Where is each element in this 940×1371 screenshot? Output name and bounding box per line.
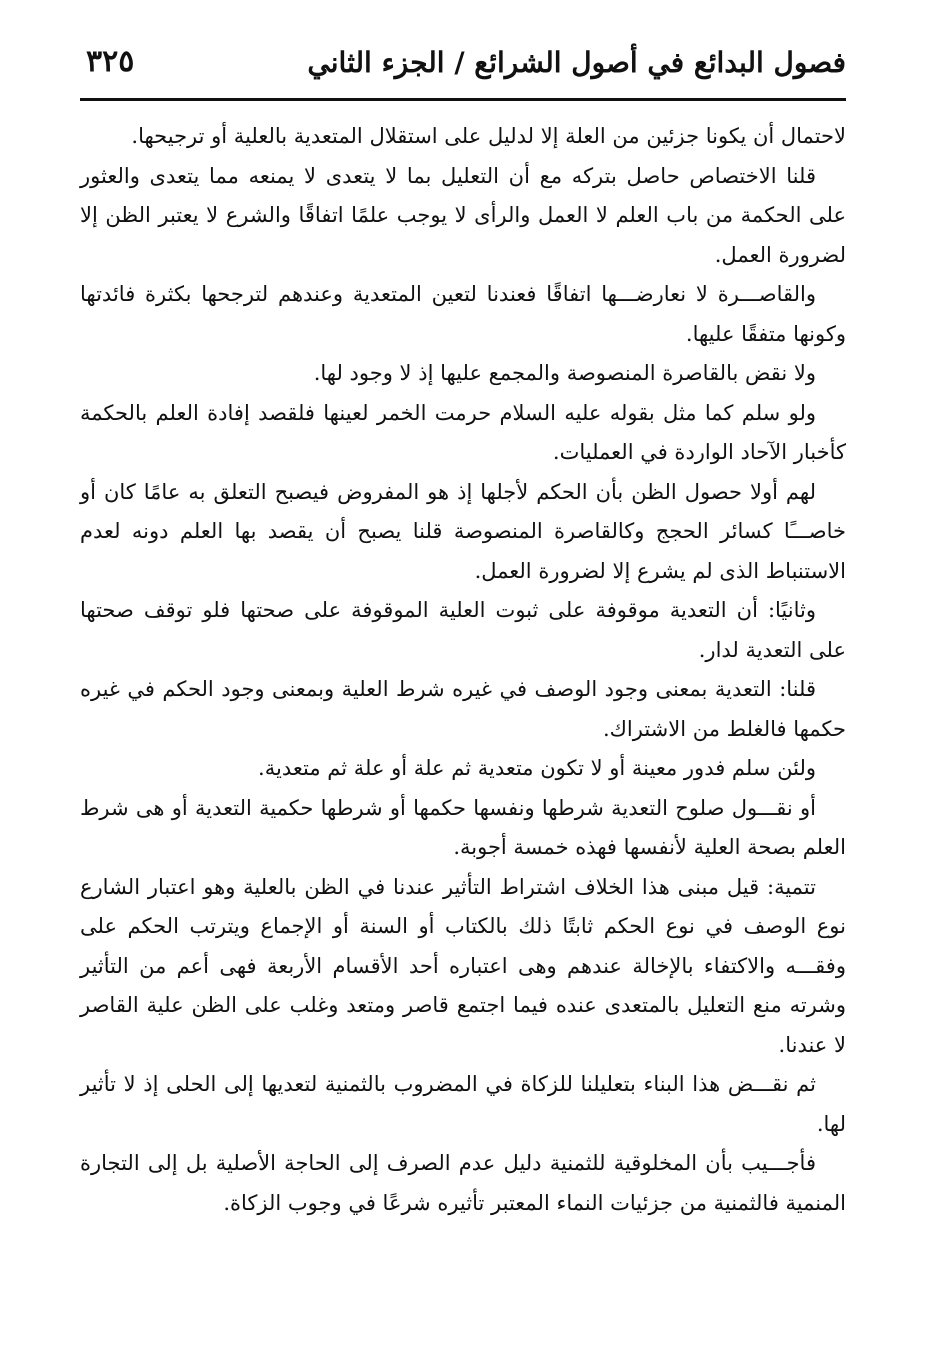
running-title: فصول البدائع في أصول الشرائع / الجزء الثاني [307,46,846,79]
body-text [80,117,846,1223]
header-divider [80,98,846,101]
paragraph: ولو سلم كما مثل بقوله عليه السلام حرمت الخمر لعينها فلقصد إفادة العلم بالحكمة كأخبار الآحاد الواردة في العمليات. [80,400,846,464]
paragraph: لاحتمال أن يكونا جزئين من العلة إلا لدليل على استقلال المتعدية بالعلية أو ترجيحها. [131,124,846,148]
paragraph: أو نقـــول صلوح التعدية شرطها ونفسها حكمها أو شرطها حكمية التعدية أو هى شرط العلم بصحة العلية لأنفسها فهذه خمسة أجوبة. [80,795,846,859]
paragraph: قلنا: التعدية بمعنى وجود الوصف في غيره شرط العلية وبمعنى وجود الحكم في غيره حكمها فالغلط من الاشتراك. [80,677,846,741]
paragraph: لهم أولا حصول الظن بأن الحكم لأجلها إذ هو المفروض فيصبح التعلق به عامًا كان أو خاصـــًا كسائر الحجج وكالقاصرة المنصوصة قلنا يصبح أن يقصد بها العلم دونه لعدم الاستنباط الذى لم يشرع إلا لضرورة العمل. [80,479,846,583]
page-number: ٣٢٥ [86,44,135,79]
paragraph: فأجـــيب بأن المخلوقية للثمنية دليل عدم الصرف إلى الحاجة الأصلية بل إلى التجارة المنمية فالثمنية من جزئيات النماء المعتبر تأثيره شرعًا في وجوب الزكاة. [80,1151,846,1215]
page-header [80,44,846,92]
paragraph: ثم نقـــض هذا البناء بتعليلنا للزكاة في المضروب بالثمنية لتعديها إلى الحلى إذ لا تأثير لها. [80,1072,846,1136]
paragraph: ولا نقض بالقاصرة المنصوصة والمجمع عليها إذ لا وجود لها. [313,361,816,385]
paragraph: ولئن سلم فدور معينة أو لا تكون متعدية ثم علة أو علة ثم متعدية. [258,756,816,780]
paragraph: والقاصـــرة لا نعارضـــها اتفاقًا فعندنا لتعين المتعدية وعندهم لترجحها بكثرة فائدتها وكونها متفقًا عليها. [80,282,846,346]
paragraph: قلنا الاختصاص حاصل بتركه مع أن التعليل بما لا يتعدى لا يمنعه مما يتعدى والعثور على الحكمة من باب العلم لا العمل والرأى لا يوجب علمًا اتفاقًا والشرع لا يعتبر الظن إلا لضرورة العمل. [80,163,846,267]
paragraph: تتمية: قيل مبنى هذا الخلاف اشتراط التأثير عندنا في الظن بالعلية وهو اعتبار الشارع نوع الوصف في نوع الحكم ثابتًا ذلك بالكتاب أو السنة أو الإجماع ويترتب الحكم على وفقـــه والاكتفاء بالإخالة عندهم وهى اعتباره أحد الأقسام الأربعة فهى أعم من التأثير وشرته منع التعليل بالمتعدى عنده فيما اجتمع قاصر ومتعد وغلب على الظن علية القاصر لا عندنا. [80,874,846,1057]
paragraph: وثانيًا: أن التعدية موقوفة على ثبوت العلية الموقوفة على صحتها فلو توقف صحتها على التعدية لدار. [80,598,846,662]
